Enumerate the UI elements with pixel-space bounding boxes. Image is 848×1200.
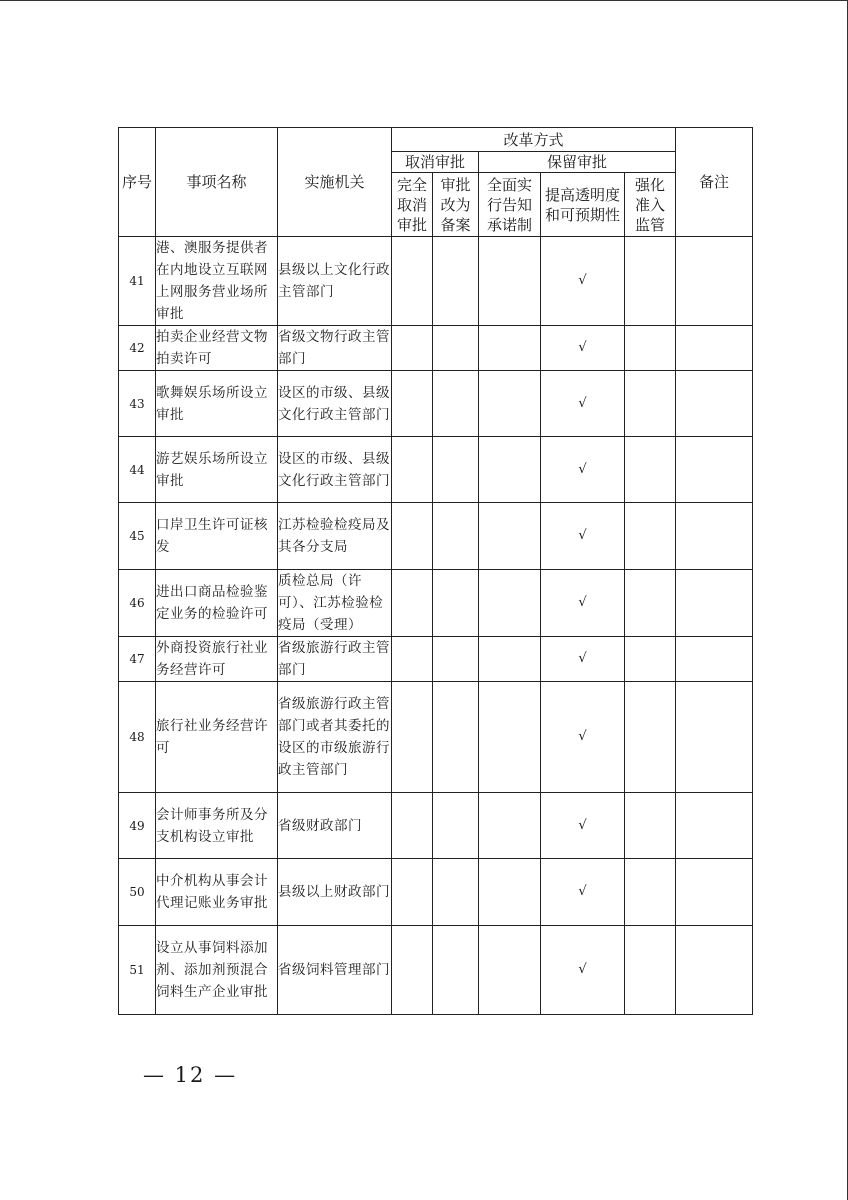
row-seq: 48 [119,682,156,793]
table-row [119,371,753,437]
header-remark: 备注 [676,128,753,237]
header-implementing-agency: 实施机关 [278,128,392,237]
check-mark: √ [541,326,625,371]
row-item-name: 进出口商品检验鉴定业务的检验许可 [156,570,278,637]
row-item-name: 中介机构从事会计代理记账业务审批 [156,859,278,926]
row-agency: 江苏检验检疫局及其各分支局 [278,503,392,570]
check-mark: √ [541,682,625,793]
check-mark: √ [541,793,625,859]
check-mark: √ [541,437,625,503]
check-mark: √ [541,637,625,682]
header-cancel-approval: 取消审批 [392,152,479,173]
header-seq: 序号 [119,128,156,237]
row-seq: 41 [119,237,156,326]
row-seq: 49 [119,793,156,859]
approval-reform-table [118,127,753,1015]
scan-edge-top [0,0,848,1]
row-item-name: 拍卖企业经营文物拍卖许可 [156,326,278,371]
row-seq: 44 [119,437,156,503]
row-agency: 省级旅游行政主管部门 [278,637,392,682]
row-agency: 省级旅游行政主管部门或者其委托的设区的市级旅游行政主管部门 [278,682,392,793]
table-row [119,793,753,859]
row-seq: 43 [119,371,156,437]
table-row [119,637,753,682]
header-notify-commit: 全面实行告知承诺制 [479,173,541,237]
row-agency: 设区的市级、县级文化行政主管部门 [278,371,392,437]
row-agency: 省级饲料管理部门 [278,926,392,1015]
header-reform-method: 改革方式 [392,128,676,152]
row-agency: 省级文物行政主管部门 [278,326,392,371]
row-item-name: 外商投资旅行社业务经营许可 [156,637,278,682]
table-row [119,503,753,570]
check-mark: √ [541,926,625,1015]
row-seq: 50 [119,859,156,926]
check-mark: √ [541,570,625,637]
check-mark: √ [541,859,625,926]
row-agency: 质检总局（许可）、江苏检验检疫局（受理） [278,570,392,637]
row-item-name: 设立从事饲料添加剂、添加剂预混合饲料生产企业审批 [156,926,278,1015]
row-seq: 51 [119,926,156,1015]
header-item-name: 事项名称 [156,128,278,237]
row-agency: 省级财政部门 [278,793,392,859]
header-access-supervision: 强化准入监管 [625,173,676,237]
row-item-name: 会计师事务所及分支机构设立审批 [156,793,278,859]
check-mark: √ [541,371,625,437]
table-row [119,859,753,926]
row-item-name: 口岸卫生许可证核发 [156,503,278,570]
header-change-to-record: 审批改为备案 [433,173,479,237]
table-row [119,237,753,326]
header-keep-approval: 保留审批 [479,152,676,173]
table-row [119,437,753,503]
row-agency: 县级以上财政部门 [278,859,392,926]
header-full-cancel: 完全取消审批 [392,173,433,237]
row-item-name: 游艺娱乐场所设立审批 [156,437,278,503]
table-row [119,326,753,371]
row-seq: 47 [119,637,156,682]
row-item-name: 歌舞娱乐场所设立审批 [156,371,278,437]
page-number: — 12 — [143,1063,238,1087]
row-seq: 42 [119,326,156,371]
row-item-name: 旅行社业务经营许可 [156,682,278,793]
row-item-name: 港、澳服务提供者在内地设立互联网上网服务营业场所审批 [156,237,278,326]
check-mark: √ [541,237,625,326]
header-transparency: 提高透明度和可预期性 [541,173,625,237]
table-row [119,682,753,793]
row-seq: 46 [119,570,156,637]
table-row [119,570,753,637]
check-mark: √ [541,503,625,570]
table-row [119,926,753,1015]
row-agency: 县级以上文化行政主管部门 [278,237,392,326]
row-seq: 45 [119,503,156,570]
row-agency: 设区的市级、县级文化行政主管部门 [278,437,392,503]
